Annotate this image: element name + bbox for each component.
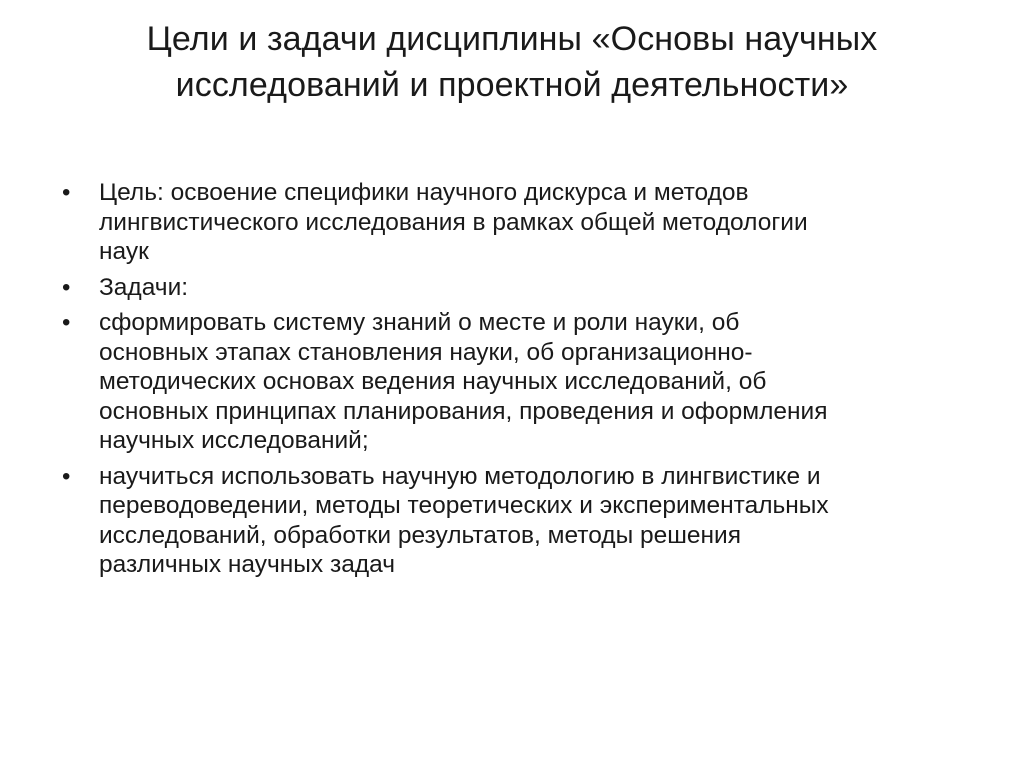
slide-title xyxy=(60,16,964,108)
bullet-line: различных научных задач xyxy=(99,551,395,578)
slide-title-line: Цели и задачи дисциплины «Основы научных xyxy=(146,20,878,58)
bullet-line: основных принципах планирования, проведения и оформления xyxy=(99,397,828,425)
bullet-item-goal xyxy=(62,178,982,267)
bullet-text xyxy=(99,308,982,456)
bullet-line: наук xyxy=(99,238,149,265)
bullet-icon: • xyxy=(62,273,71,301)
slide-title-line: исследований и проектной деятельности» xyxy=(175,66,849,104)
bullet-line: методических основах ведения научных исследований, об xyxy=(99,368,767,395)
bullet-line: лингвистического исследования в рамках общей методологии xyxy=(99,208,808,236)
bullet-icon: • xyxy=(62,179,71,206)
bullet-item-tasks-heading xyxy=(62,273,982,303)
bullet-text xyxy=(99,178,982,267)
bullet-line: Цель: освоение специфики научного дискурса и методов xyxy=(99,179,749,206)
bullet-item-task-methodology xyxy=(62,462,982,580)
bullet-line: основных этапах становления науки, об организационно- xyxy=(99,338,753,366)
bullet-icon: • xyxy=(62,309,71,336)
bullet-list xyxy=(62,178,982,586)
bullet-line: переводоведении, методы теоретических и экспериментальных xyxy=(99,492,829,519)
bullet-text xyxy=(99,273,982,303)
bullet-line: Задачи: xyxy=(99,273,189,301)
bullet-line: научиться использовать научную методологию в лингвистике и xyxy=(99,462,821,490)
bullet-line: исследований, обработки результатов, методы решения xyxy=(99,521,742,549)
bullet-icon: • xyxy=(62,462,71,490)
bullet-text xyxy=(99,462,982,580)
bullet-line: сформировать систему знаний о месте и роли науки, об xyxy=(99,309,740,336)
bullet-item-task-knowledge xyxy=(62,308,982,456)
bullet-line: научных исследований; xyxy=(99,427,369,454)
